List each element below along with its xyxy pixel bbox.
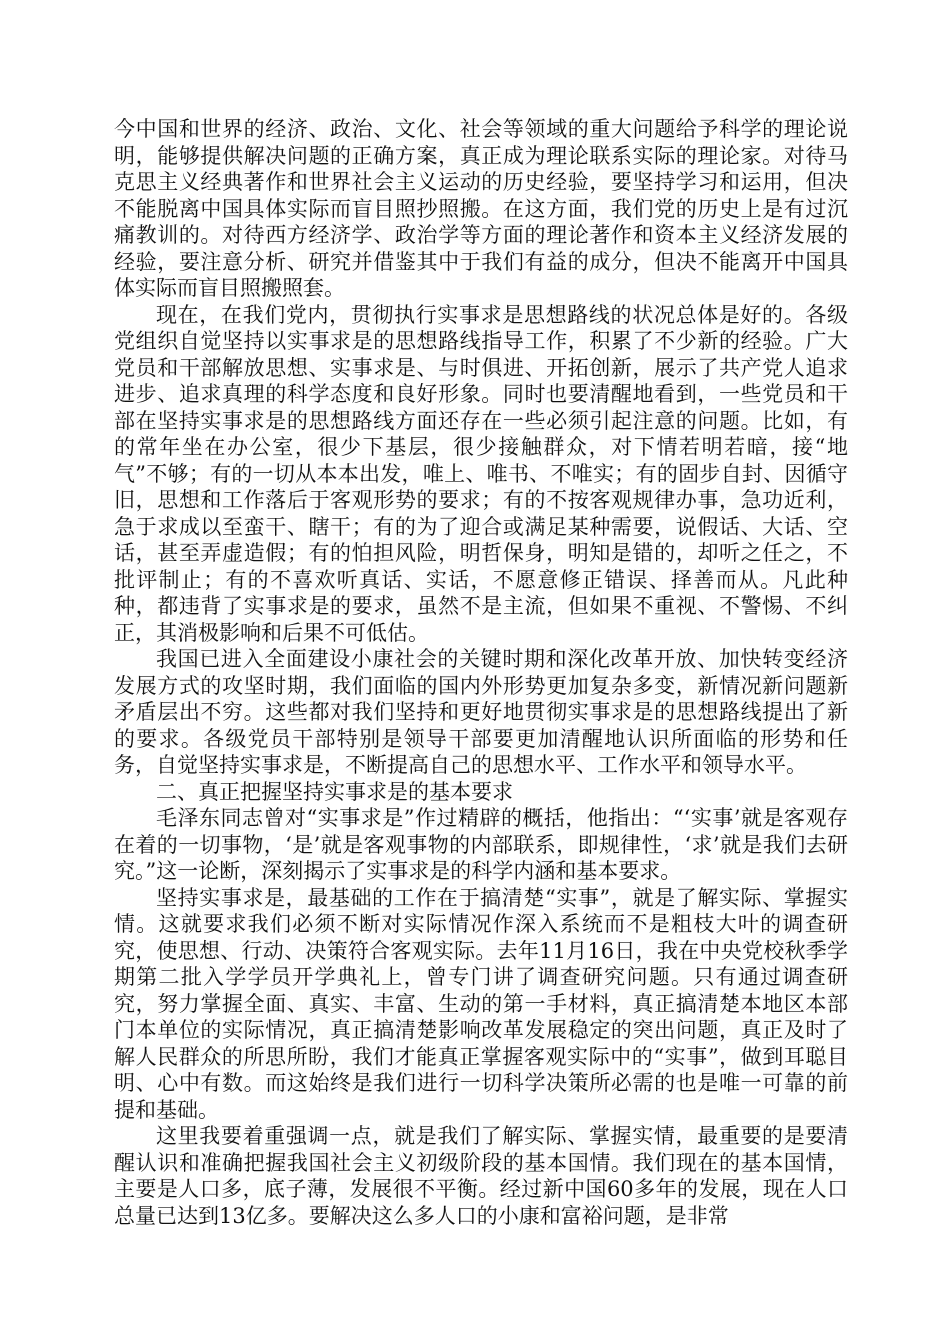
paragraph-2: 现在，在我们党内，贯彻执行实事求是思想路线的状况总体是好的。各级党组织自觉坚持以实事求是的思想路线指导工作，积累了不少新的经验。广大党员和干部解放思想、实事求是、与时俱进、开拓创新，展示了共产党人追求进步、追求真理的科学态度和良好形象。同时也要清醒地看到，一些党员和干部在坚持实事求是的思想路线方面还存在一些必须引起注意的问题。比如，有的常年坐在办公室，很少下基层，很少接触群众，对下情若明若暗，接“地气”不够；有的一切从本本出发，唯上、唯书、不唯实；有的固步自封、因循守旧，思想和工作落后于客观形势的要求；有的不按客观规律办事，急功近利，急于求成以至蛮干、瞎干；有的为了迎合或满足某种需要，说假话、大话、空话，甚至弄虚造假；有的怕担风险，明哲保身，明知是错的，却听之任之，不批评制止；有的不喜欢听真话、实话，不愿意修正错误、择善而从。凡此种种，都违背了实事求是的要求，虽然不是主流，但如果不重视、不警惕、不纠正，其消极影响和后果不可低估。: [114, 302, 848, 645]
paragraph-1: 今中国和世界的经济、政治、文化、社会等领域的重大问题给予科学的理论说明，能够提供解决问题的正确方案，真正成为理论联系实际的理论家。对待马克思主义经典著作和世界社会主义运动的历史经验，要坚持学习和运用，但决不能脱离中国具体实际而盲目照抄照搬。在这方面，我们党的历史上是有过沉痛教训的。对待西方经济学、政治学等方面的理论著作和资本主义经济发展的经验，要注意分析、研究并借鉴其中于我们有益的成分，但决不能离开中国具体实际而盲目照搬照套。: [114, 117, 848, 300]
section-heading: 二、真正把握坚持实事求是的基本要求: [156, 779, 513, 804]
paragraph-5: 毛泽东同志曾对“实事求是”作过精辟的概括，他指出：“‘实事’就是客观存在着的一切事物，‘是’就是客观事物的内部联系，即规律性，‘求’就是我们去研究。”这一论断，深刻揭示了实事求是的科学内涵和基本要求。: [114, 806, 848, 883]
document-page: [114, 116, 848, 1229]
paragraph-6: 坚持实事求是，最基础的工作在于搞清楚“实事”，就是了解实际、掌握实情。这就要求我们必须不断对实际情况作深入系统而不是粗枝大叶的调查研究，使思想、行动、决策符合客观实际。去年11月16日，我在中央党校秋季学期第二批入学学员开学典礼上，曾专门讲了调查研究问题。只有通过调查研究，努力掌握全面、真实、丰富、生动的第一手材料，真正搞清楚本地区本部门本单位的实际情况，真正搞清楚影响改革发展稳定的突出问题，真正及时了解人民群众的所思所盼，我们才能真正掌握客观实际中的“实事”，做到耳聪目明、心中有数。而这始终是我们进行一切科学决策所必需的也是唯一可靠的前提和基础。: [114, 885, 848, 1122]
paragraph-7: 这里我要着重强调一点，就是我们了解实际、掌握实情，最重要的是要清醒认识和准确把握我国社会主义初级阶段的基本国情。我们现在的基本国情，主要是人口多，底子薄，发展很不平衡。经过新中国60多年的发展，现在人口总量已达到13亿多。要解决这么多人口的小康和富裕问题，是非常: [114, 1124, 848, 1228]
paragraph-3: 我国已进入全面建设小康社会的关键时期和深化改革开放、加快转变经济发展方式的攻坚时期，我们面临的国内外形势更加复杂多变，新情况新问题新矛盾层出不穷。这些都对我们坚持和更好地贯彻实事求是的思想路线提出了新的要求。各级党员干部特别是领导干部要更加清醒地认识所面临的形势和任务，自觉坚持实事求是，不断提高自己的思想水平、工作水平和领导水平。: [114, 647, 848, 777]
